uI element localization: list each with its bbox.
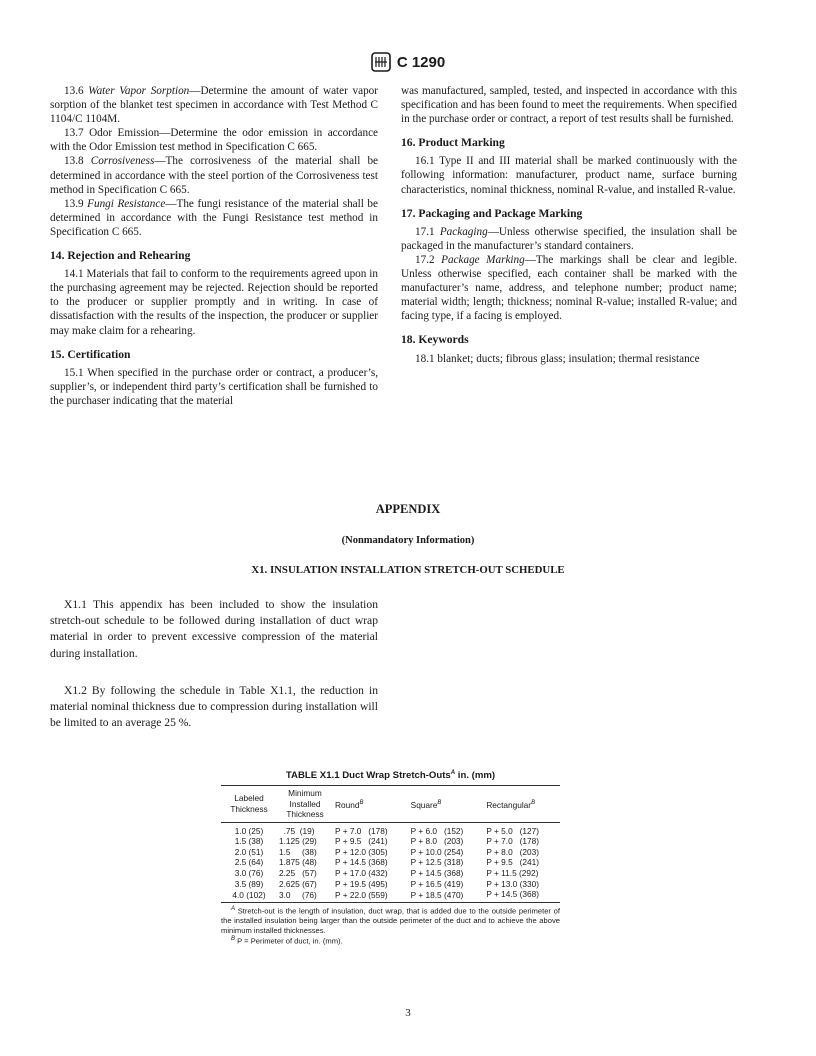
- paragraph-15-1-continued: was manufactured, sampled, tested, and inspected in accordance with this specification and has been found to meet the requirements. When specified in the purchase order or contract, a report of test results shall be furnished.: [401, 85, 737, 126]
- page-header: [0, 52, 816, 72]
- table-title: TABLE X1.1 Duct Wrap Stretch-Outs$^A$ in. (mm): [285, 770, 496, 782]
- paragraph-14-1: 14.1 Materials that fail to conform to the requirements agreed upon in the purchasing agreement may be rejected. Rejection should be reported to the producer or supplier promptly and in writing. In case of dissatisfaction with the results of the inspection, the producer or supplier may make claim for a rehearing.: [50, 268, 378, 337]
- stretch-out-table: [221, 785, 560, 903]
- table-footnotes: [221, 905, 560, 946]
- table-row: 3.5 (89) 2.625 (67) P + 19.5 (495) P + 16.5 (419) P + 13.0 (330): [234, 878, 539, 889]
- appendix-section-title: X1. INSULATION INSTALLATION STRETCH-OUT SCHEDULE: [251, 564, 565, 576]
- header-rectangular: Rectangular$^B$: [486, 799, 536, 810]
- paragraph-13-9: 13.9 Fungi Resistance—The fungi resistance of the material shall be determined in accordance with the Fungi Resistance test method in Specification C 665.: [50, 197, 378, 238]
- standard-number: C 1290: [396, 53, 446, 71]
- paragraph-17-1: 17.1 Packaging—Unless otherwise specified, the insulation shall be packaged in the manufacturer’s standard containers.: [401, 225, 738, 252]
- paragraph-18-1: 18.1 blanket; ducts; fibrous glass; insulation; thermal resistance: [415, 352, 700, 365]
- footnote-a: $^A$ Stretch-out is the length of insulation, duct wrap, that is added due to the outside perimeter of the installed insulation being larger than the outside perimeter of the duct and to achieve the above minimum installed thicknesses.: [221, 905, 560, 935]
- header-minimum-installed-thickness: Minimum Installed Thickness: [286, 788, 324, 820]
- table-row: 4.0 (102) 3.0 (76) P + 22.0 (559) P + 18.5 (470) P + 14.5 (368): [232, 889, 539, 901]
- paragraph-13-8: 13.8 Corrosiveness—The corrosiveness of the material shall be determined in accordance with the steel portion of the Corrosiveness test method in Specification C 665.: [50, 155, 378, 196]
- paragraph-13-7: 13.7 Odor Emission—Determine the odor emission in accordance with the Odor Emission test method in Specification C 665.: [50, 127, 378, 154]
- paragraph-13-6: 13.6 Water Vapor Sorption—Determine the amount of water vapor sorption of the blanket test specimen in accordance with Test Method C 1104/C 1104M.: [50, 85, 379, 126]
- appendix-paragraph-x1-2: X1.2 By following the schedule in Table X1.1, the reduction in material nominal thickness due to compression during installation will be limited to an average 25 %.: [50, 684, 378, 730]
- paragraph-16-1: 16.1 Type II and III material shall be marked continuously with the following information: manufacturer, product name, surface burning characteristics, nominal thickness, nominal R-value, and installed R-value.: [401, 155, 737, 196]
- appendix-paragraph-x1-1: X1.1 This appendix has been included to show the insulation stretch-out schedule to be followed during installation of duct wrap material in order to prevent excessive compression of the material during installation.: [50, 598, 378, 660]
- left-column: [50, 84, 378, 408]
- table-row: 2.0 (51) 1.5 (38) P + 12.0 (305) P + 10.0 (254) P + 8.0 (203): [234, 846, 539, 857]
- paragraph-15-1: 15.1 When specified in the purchase order or contract, a producer’s, supplier’s, or independent third party’s certification shall be furnished to the purchaser indicating that the material: [50, 366, 378, 407]
- appendix-subtitle: (Nonmandatory Information): [341, 535, 475, 546]
- header-round: Round$^B$: [335, 799, 364, 810]
- astm-logo-icon: [371, 52, 391, 72]
- right-column: [401, 84, 737, 366]
- header-square: Square$^B$: [410, 799, 442, 810]
- section-16-heading: 16. Product Marking: [401, 136, 505, 150]
- table-row: 3.0 (76) 2.25 (57) P + 17.0 (432) P + 14.5 (368) P + 11.5 (292): [234, 868, 539, 879]
- footnote-b: $^B$ P = Perimeter of duct, in. (mm).: [231, 936, 343, 946]
- table-row: 1.0 (25) .75 (19) P + 7.0 (178) P + 6.0 (152) P + 5.0 (127): [234, 825, 539, 836]
- table-x1-1: [221, 770, 560, 946]
- header-labeled-thickness: Labeled Thickness: [230, 793, 268, 814]
- section-15-heading: 15. Certification: [50, 347, 131, 361]
- section-14-heading: 14. Rejection and Rehearing: [50, 249, 191, 263]
- table-header-row: [221, 786, 560, 823]
- appendix-title: APPENDIX: [375, 502, 441, 516]
- section-17-heading: 17. Packaging and Package Marking: [401, 206, 583, 220]
- paragraph-17-2: 17.2 Package Marking—The markings shall be clear and legible. Unless otherwise specified, each container shall be marked with the manufacturer’s name, address, and telephone number; product name; material width; length; thickness; nominal R-value; installed R-value; and facing type, if a facing is employed.: [401, 253, 738, 323]
- section-18-heading: 18. Keywords: [401, 333, 469, 347]
- page-number: 3: [405, 1007, 411, 1019]
- table-row: 2.5 (64) 1.875 (48) P + 14.5 (368) P + 12.5 (318) P + 9.5 (241): [234, 857, 539, 868]
- table-row: 1.5 (38) 1.125 (29) P + 9.5 (241) P + 8.0 (203) P + 7.0 (178): [234, 836, 539, 847]
